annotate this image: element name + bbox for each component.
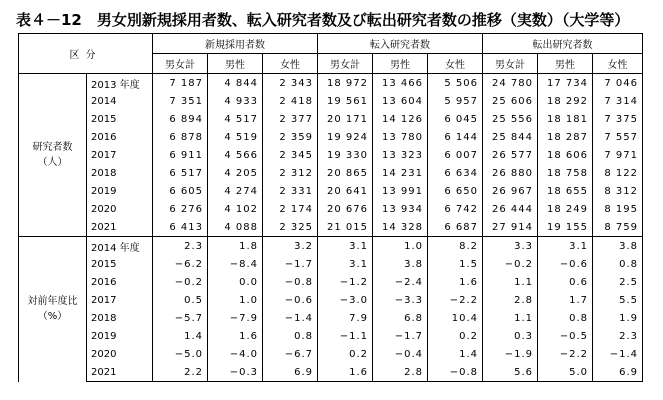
value-cell: 0.2 — [318, 345, 373, 363]
value-cell: −7.9 — [208, 309, 263, 327]
value-cell: 2 312 — [263, 164, 318, 182]
value-cell: 13 934 — [373, 200, 428, 218]
value-cell: 1.8 — [208, 237, 263, 256]
value-cell: −0.2 — [153, 273, 208, 291]
value-cell: 5 957 — [428, 92, 483, 110]
value-cell: 18 287 — [538, 128, 593, 146]
table-title: 表４－12 男女別新規採用者数、転入研究者数及び転出研究者数の推移（実数）（大学等） — [16, 11, 630, 29]
value-cell: 1.5 — [428, 255, 483, 273]
value-cell: 3.8 — [373, 255, 428, 273]
value-cell: −1.1 — [318, 327, 373, 345]
year-cell: 2016 — [87, 273, 153, 291]
value-cell: 13 323 — [373, 146, 428, 164]
value-cell: 6 911 — [153, 146, 208, 164]
year-cell: 2014 年度 — [87, 237, 153, 256]
subcol-female: 女性 — [428, 54, 483, 74]
value-cell: 5 506 — [428, 74, 483, 93]
value-cell: 5.5 — [593, 291, 643, 309]
value-cell: 8 195 — [593, 200, 643, 218]
value-cell: 0.2 — [428, 327, 483, 345]
year-cell: 2013 年度 — [87, 74, 153, 93]
subcol-female: 女性 — [263, 54, 318, 74]
value-cell: 18 292 — [538, 92, 593, 110]
subcol-total: 男女計 — [318, 54, 373, 74]
value-cell: 0.8 — [593, 255, 643, 273]
value-cell: 6.9 — [593, 363, 643, 382]
value-cell: 7 314 — [593, 92, 643, 110]
value-cell: 13 466 — [373, 74, 428, 93]
value-cell: −2.2 — [538, 345, 593, 363]
value-cell: 7 187 — [153, 74, 208, 93]
value-cell: 8 312 — [593, 182, 643, 200]
value-cell: 1.7 — [538, 291, 593, 309]
value-cell: 4 102 — [208, 200, 263, 218]
table-row — [19, 164, 643, 182]
value-cell: −3.3 — [373, 291, 428, 309]
value-cell: 0.5 — [153, 291, 208, 309]
value-cell: 2 331 — [263, 182, 318, 200]
value-cell: 5.6 — [483, 363, 538, 382]
table-row — [19, 74, 643, 93]
section-label — [19, 74, 87, 237]
value-cell: 18 758 — [538, 164, 593, 182]
value-cell: −1.4 — [593, 345, 643, 363]
value-cell: 7 971 — [593, 146, 643, 164]
year-cell: 2018 — [87, 164, 153, 182]
group-header-transfer-out: 転出研究者数 — [483, 34, 643, 54]
value-cell: 1.1 — [483, 273, 538, 291]
value-cell: 3.3 — [483, 237, 538, 256]
value-cell: −1.2 — [318, 273, 373, 291]
value-cell: 0.8 — [538, 309, 593, 327]
year-cell: 2014 — [87, 92, 153, 110]
value-cell: −1.7 — [263, 255, 318, 273]
value-cell: −4.0 — [208, 345, 263, 363]
value-cell: 7 375 — [593, 110, 643, 128]
value-cell: 3.2 — [263, 237, 318, 256]
subcol-total: 男女計 — [153, 54, 208, 74]
value-cell: 6 878 — [153, 128, 208, 146]
value-cell: 6 742 — [428, 200, 483, 218]
subcol-total: 男女計 — [483, 54, 538, 74]
value-cell: 2 345 — [263, 146, 318, 164]
value-cell: 10.4 — [428, 309, 483, 327]
value-cell: 20 676 — [318, 200, 373, 218]
year-cell: 2017 — [87, 291, 153, 309]
value-cell: 4 933 — [208, 92, 263, 110]
value-cell: 0.6 — [538, 273, 593, 291]
table-row — [19, 237, 643, 256]
value-cell: 0.8 — [263, 327, 318, 345]
table-row — [19, 273, 643, 291]
value-cell: 20 641 — [318, 182, 373, 200]
value-cell: 2 325 — [263, 218, 318, 237]
value-cell: −0.3 — [208, 363, 263, 382]
value-cell: 18 972 — [318, 74, 373, 93]
value-cell: 6 650 — [428, 182, 483, 200]
value-cell: 19 924 — [318, 128, 373, 146]
value-cell: 26 880 — [483, 164, 538, 182]
table-row — [19, 182, 643, 200]
section-label-line1: 研究者数 — [32, 142, 73, 153]
value-cell: −0.8 — [428, 363, 483, 382]
year-cell: 2021 — [87, 363, 153, 382]
value-cell: 3.8 — [593, 237, 643, 256]
subcol-male: 男性 — [538, 54, 593, 74]
value-cell: −6.2 — [153, 255, 208, 273]
value-cell: 24 780 — [483, 74, 538, 93]
kubun-header: 区分 — [19, 34, 153, 74]
value-cell: 26 967 — [483, 182, 538, 200]
value-cell: 13 991 — [373, 182, 428, 200]
value-cell: −0.6 — [263, 291, 318, 309]
value-cell: 17 734 — [538, 74, 593, 93]
value-cell: 3.1 — [318, 237, 373, 256]
value-cell: 6 517 — [153, 164, 208, 182]
table-row — [19, 200, 643, 218]
value-cell: −0.2 — [483, 255, 538, 273]
value-cell: 7 046 — [593, 74, 643, 93]
value-cell: 8 759 — [593, 218, 643, 237]
table-row — [19, 128, 643, 146]
value-cell: 2.3 — [153, 237, 208, 256]
value-cell: 1.0 — [373, 237, 428, 256]
value-cell: 2.8 — [373, 363, 428, 382]
subcol-female: 女性 — [593, 54, 643, 74]
value-cell: 21 015 — [318, 218, 373, 237]
value-cell: −3.0 — [318, 291, 373, 309]
value-cell: −0.5 — [538, 327, 593, 345]
value-cell: 1.4 — [428, 345, 483, 363]
subcol-male: 男性 — [373, 54, 428, 74]
value-cell: 3.1 — [538, 237, 593, 256]
value-cell: 19 155 — [538, 218, 593, 237]
value-cell: 2 418 — [263, 92, 318, 110]
value-cell: 0.0 — [208, 273, 263, 291]
table-row — [19, 345, 643, 363]
value-cell: 6 413 — [153, 218, 208, 237]
value-cell: 4 517 — [208, 110, 263, 128]
value-cell: 4 205 — [208, 164, 263, 182]
value-cell: 4 566 — [208, 146, 263, 164]
value-cell: 4 844 — [208, 74, 263, 93]
value-cell: 14 126 — [373, 110, 428, 128]
value-cell: 8.2 — [428, 237, 483, 256]
value-cell: −1.7 — [373, 327, 428, 345]
value-cell: 14 231 — [373, 164, 428, 182]
value-cell: −6.7 — [263, 345, 318, 363]
value-cell: 4 274 — [208, 182, 263, 200]
value-cell: 2 343 — [263, 74, 318, 93]
value-cell: −0.4 — [373, 345, 428, 363]
table-row — [19, 110, 643, 128]
value-cell: 13 604 — [373, 92, 428, 110]
value-cell: 26 444 — [483, 200, 538, 218]
value-cell: −1.9 — [483, 345, 538, 363]
table-row — [19, 327, 643, 345]
value-cell: 27 914 — [483, 218, 538, 237]
value-cell: −0.8 — [263, 273, 318, 291]
value-cell: 1.1 — [483, 309, 538, 327]
value-cell: 1.0 — [208, 291, 263, 309]
year-cell: 2018 — [87, 309, 153, 327]
value-cell: 26 577 — [483, 146, 538, 164]
value-cell: 6 007 — [428, 146, 483, 164]
table-row — [19, 146, 643, 164]
value-cell: 19 330 — [318, 146, 373, 164]
value-cell: 1.9 — [593, 309, 643, 327]
header-row-groups — [19, 34, 643, 54]
value-cell: 6 894 — [153, 110, 208, 128]
table-row — [19, 255, 643, 273]
value-cell: 1.6 — [208, 327, 263, 345]
section-label — [19, 237, 87, 382]
value-cell: 2.2 — [153, 363, 208, 382]
group-header-new-hires: 新規採用者数 — [153, 34, 318, 54]
value-cell: 20 865 — [318, 164, 373, 182]
value-cell: 6 605 — [153, 182, 208, 200]
value-cell: 18 249 — [538, 200, 593, 218]
value-cell: 6.9 — [263, 363, 318, 382]
value-cell: 1.6 — [428, 273, 483, 291]
value-cell: −5.7 — [153, 309, 208, 327]
value-cell: 3.1 — [318, 255, 373, 273]
value-cell: 7 351 — [153, 92, 208, 110]
value-cell: 7 557 — [593, 128, 643, 146]
section-label-line2: （人） — [37, 157, 68, 168]
year-cell: 2020 — [87, 345, 153, 363]
group-header-transfer-in: 転入研究者数 — [318, 34, 483, 54]
value-cell: 4 088 — [208, 218, 263, 237]
value-cell: 6 045 — [428, 110, 483, 128]
value-cell: 1.4 — [153, 327, 208, 345]
value-cell: 18 606 — [538, 146, 593, 164]
value-cell: 2 174 — [263, 200, 318, 218]
value-cell: 2 359 — [263, 128, 318, 146]
value-cell: −8.4 — [208, 255, 263, 273]
value-cell: 13 780 — [373, 128, 428, 146]
value-cell: 25 606 — [483, 92, 538, 110]
value-cell: 2.8 — [483, 291, 538, 309]
year-cell: 2019 — [87, 327, 153, 345]
value-cell: 6 276 — [153, 200, 208, 218]
value-cell: 1.6 — [318, 363, 373, 382]
value-cell: 0.3 — [483, 327, 538, 345]
year-cell: 2020 — [87, 200, 153, 218]
table-row — [19, 363, 643, 382]
value-cell: 5.0 — [538, 363, 593, 382]
value-cell: 20 171 — [318, 110, 373, 128]
value-cell: 18 655 — [538, 182, 593, 200]
value-cell: 6 144 — [428, 128, 483, 146]
value-cell: −2.2 — [428, 291, 483, 309]
value-cell: 19 561 — [318, 92, 373, 110]
value-cell: 4 519 — [208, 128, 263, 146]
section-label-line2: （%） — [37, 311, 68, 323]
subcol-male: 男性 — [208, 54, 263, 74]
value-cell: −2.4 — [373, 273, 428, 291]
value-cell: 25 556 — [483, 110, 538, 128]
section-label-line1: 対前年度比 — [27, 296, 78, 308]
table-row — [19, 92, 643, 110]
value-cell: 2.3 — [593, 327, 643, 345]
data-table — [18, 33, 643, 382]
value-cell: 6 687 — [428, 218, 483, 237]
year-cell: 2015 — [87, 255, 153, 273]
year-cell: 2017 — [87, 146, 153, 164]
year-cell: 2016 — [87, 128, 153, 146]
year-cell: 2019 — [87, 182, 153, 200]
year-cell: 2021 — [87, 218, 153, 237]
value-cell: 2.5 — [593, 273, 643, 291]
value-cell: 8 122 — [593, 164, 643, 182]
year-cell: 2015 — [87, 110, 153, 128]
value-cell: −1.4 — [263, 309, 318, 327]
value-cell: −0.6 — [538, 255, 593, 273]
value-cell: 14 328 — [373, 218, 428, 237]
value-cell: 6.8 — [373, 309, 428, 327]
value-cell: 25 844 — [483, 128, 538, 146]
table-row — [19, 291, 643, 309]
table-row — [19, 218, 643, 237]
table-row — [19, 309, 643, 327]
value-cell: 18 181 — [538, 110, 593, 128]
value-cell: 6 634 — [428, 164, 483, 182]
value-cell: 2 377 — [263, 110, 318, 128]
value-cell: 7.9 — [318, 309, 373, 327]
value-cell: −5.0 — [153, 345, 208, 363]
